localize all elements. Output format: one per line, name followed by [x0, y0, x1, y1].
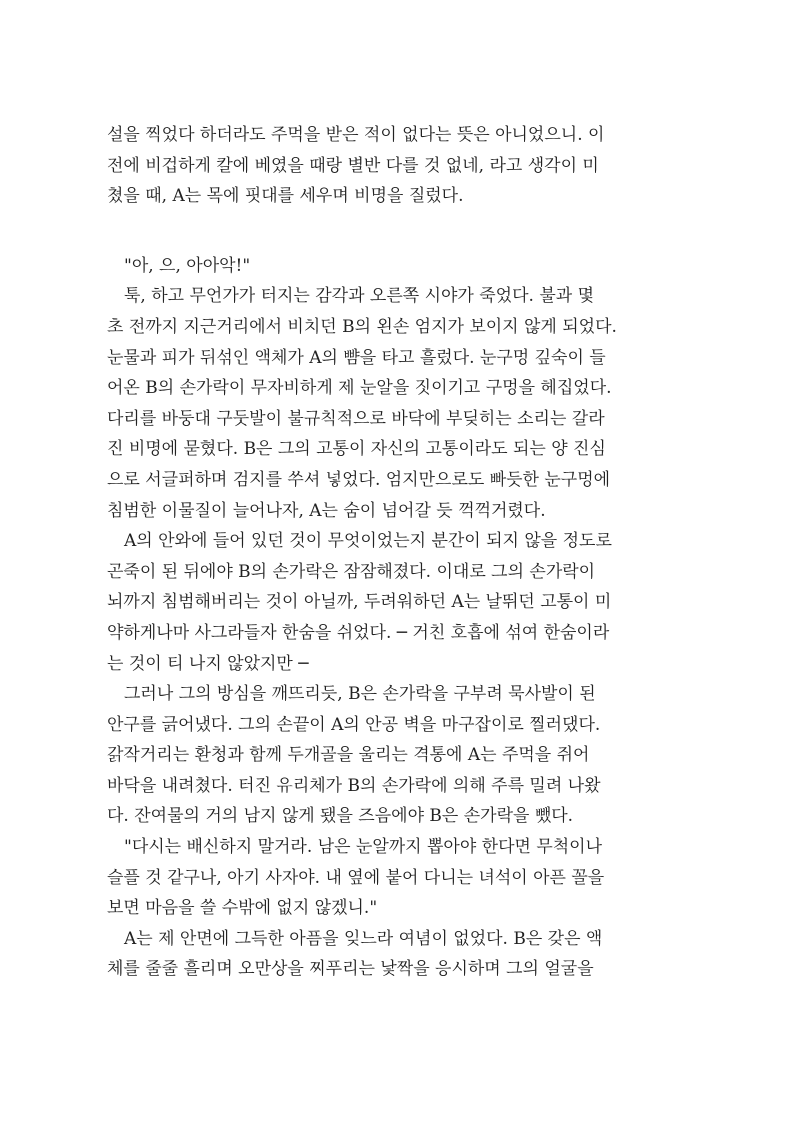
text-line: 그러나 그의 방심을 깨뜨리듯, B은 손가락을 구부려 묵사발이 된	[124, 684, 596, 705]
text-line: 초 전까지 지근거리에서 비치던 B의 왼손 엄지가 보이지 않게 되었다.	[107, 316, 617, 337]
text-line: 다리를 바둥대 구둣발이 불규칙적으로 바닥에 부딪히는 소리는 갈라	[107, 408, 605, 429]
text-line: 곤죽이 된 뒤에야 B의 손가락은 잠잠해졌다. 이대로 그의 손가락이	[107, 561, 596, 582]
text-line: 안구를 긁어냈다. 그의 손끝이 A의 안공 벽을 마구잡이로 찔러댔다.	[107, 714, 601, 735]
text-line: 툭, 하고 무언가가 터지는 감각과 오른쪽 시야가 죽었다. 불과 몇	[124, 286, 594, 307]
text-line: A의 안와에 들어 있던 것이 무엇이었는지 분간이 되지 않을 정도로	[124, 531, 612, 552]
text-line: 갉작거리는 환청과 함께 두개골을 울리는 격통에 A는 주먹을 쥐어	[107, 745, 590, 766]
text-line: 어온 B의 손가락이 무자비하게 제 눈알을 짓이기고 구멍을 헤집었다.	[107, 378, 612, 399]
text-line: 다. 잔여물의 거의 남지 않게 됐을 즈음에야 B은 손가락을 뺐다.	[107, 806, 574, 827]
text-line: 슬플 것 같구나, 아기 사자야. 내 옆에 붙어 다니는 녀석이 아픈 꼴을	[107, 867, 605, 888]
text-line: 체를 줄줄 흘리며 오만상을 찌푸리는 낯짝을 응시하며 그의 얼굴을	[107, 959, 594, 980]
text-line: 바닥을 내려쳤다. 터진 유리체가 B의 손가락에 의해 주륵 밀려 나왔	[107, 775, 601, 796]
text-line: 눈물과 피가 뒤섞인 액체가 A의 뺨을 타고 흘렀다. 눈구멍 깊숙이 들	[107, 347, 606, 368]
document-page	[107, 120, 697, 985]
text-line: 쳤을 때, A는 목에 핏대를 세우며 비명을 질렀다.	[107, 186, 464, 207]
text-line: 침범한 이물질이 늘어나자, A는 숨이 넘어갈 듯 꺽꺽거렸다.	[107, 500, 546, 521]
text-line: 설을 찍었다 하더라도 주먹을 받은 적이 없다는 뜻은 아니었으니. 이	[107, 125, 605, 145]
text-line: 약하게나마 사그라들자 한숨을 쉬었다. ─ 거친 호흡에 섞여 한숨이라	[107, 622, 610, 643]
text-line: 는 것이 티 나지 않았지만 ─	[107, 653, 309, 674]
text-line: 으로 서글퍼하며 검지를 쑤셔 넣었다. 엄지만으로도 빠듯한 눈구멍에	[107, 469, 611, 490]
text-line: A는 제 안면에 그득한 아픔을 잊느라 여념이 없었다. B은 갖은 액	[124, 928, 603, 949]
text-line: 전에 비겁하게 칼에 베였을 때랑 별반 다를 것 없네, 라고 생각이 미	[107, 155, 599, 176]
text-line: 뇌까지 침범해버리는 것이 아닐까, 두려워하던 A는 날뛰던 고통이 미	[107, 592, 612, 613]
text-line: "아, 으, 아아악!"	[124, 255, 251, 276]
text-line: "다시는 배신하지 말거라. 남은 눈알까지 뽑아야 한다면 무척이나	[124, 837, 603, 858]
text-line: 보면 마음을 쓸 수밖에 없지 않겠니."	[107, 898, 378, 919]
paragraph-gap	[107, 212, 697, 251]
text-line: 진 비명에 묻혔다. B은 그의 고통이 자신의 고통이라도 되는 양 진심	[107, 439, 606, 460]
